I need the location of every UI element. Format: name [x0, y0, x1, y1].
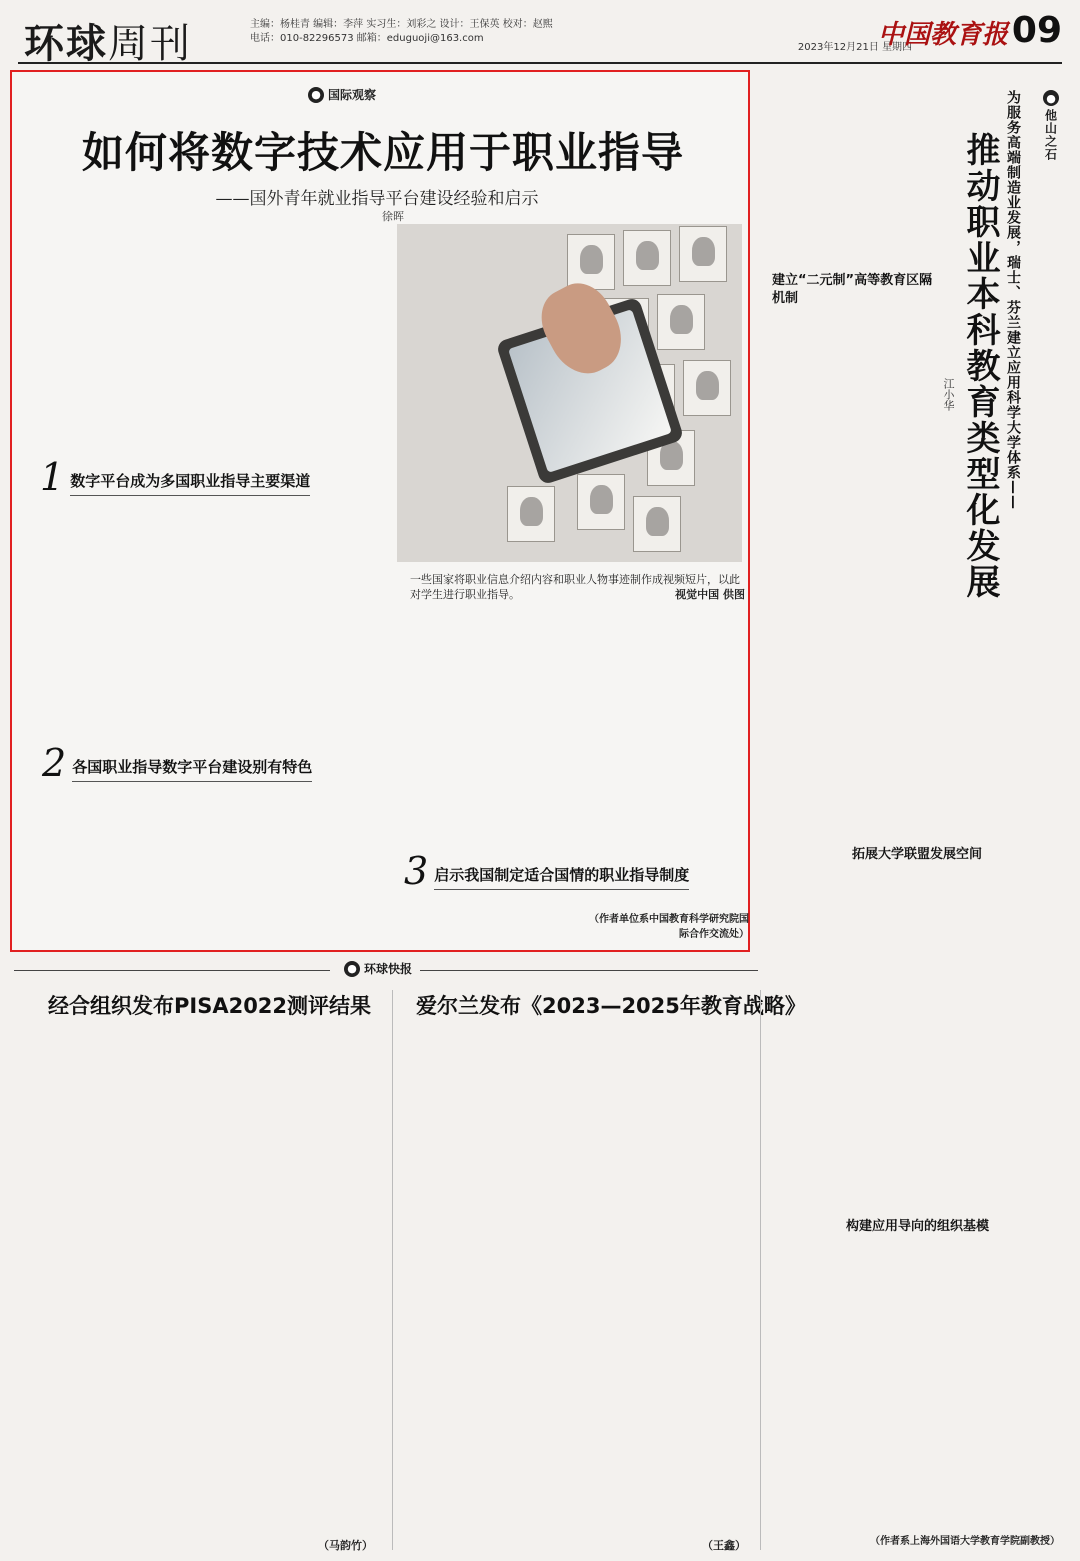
photo-tile: [657, 294, 705, 350]
side-headline: 推动职业本科教育类型化发展: [960, 132, 1000, 600]
credits-line-1: 主编：杨桂青 编辑：李萍 实习生：刘彩之 设计：王保英 校对：赵熙: [250, 19, 553, 30]
column-divider: [760, 990, 761, 1550]
divider: [420, 970, 758, 971]
photo-tile: [683, 360, 731, 416]
masthead: [18, 10, 1062, 67]
side-subhead: 拓展大学联盟发展空间: [852, 847, 983, 862]
section-heading: [404, 849, 690, 893]
brief-title: 经合组织发布PISA2022测评结果: [48, 994, 372, 1018]
section-title-bold: 环球: [24, 21, 108, 67]
photo-credit: 视觉中国 供图: [675, 588, 745, 601]
photo-tile: [633, 496, 681, 552]
section-heading-text: 启示我国制定适合国情的职业指导制度: [434, 864, 689, 890]
section-heading-text: 数字平台成为多国职业指导主要渠道: [70, 470, 310, 496]
photo-tile: [577, 474, 625, 530]
briefs-badge: [344, 960, 412, 977]
section-heading: [40, 455, 311, 499]
section-title-light: 周刊: [108, 21, 192, 67]
photo-tile: [567, 234, 615, 290]
stone-icon: ●: [1043, 90, 1059, 106]
side-author: 江小华: [942, 378, 955, 411]
photo-caption-text: 一些国家将职业信息介绍内容和职业人物事迹制作成视频短片，以此对学生进行职业指导。: [410, 573, 740, 601]
photo-tile: [679, 226, 727, 282]
briefs-badge-label: 环球快报: [364, 962, 413, 976]
credits-line-2: 电话：010-82296573 邮箱：eduguoji@163.com: [250, 33, 484, 44]
side-subhead: 建立“二元制”高等教育区隔机制: [772, 273, 933, 306]
column-divider: [392, 990, 393, 1550]
article-title: 如何将数字技术应用于职业指导: [81, 128, 684, 177]
globe-icon: ●: [344, 961, 360, 977]
newspaper-logo: 中国教育报: [877, 20, 1008, 50]
section-number: 2: [42, 741, 67, 785]
feature-article: [10, 70, 750, 952]
section-number: 1: [40, 455, 65, 499]
side-author-note: （作者系上海外国语大学教育学院副教授）: [870, 1536, 1060, 1547]
section-title: [24, 12, 192, 69]
divider: [14, 970, 330, 971]
article-subtitle: ——国外青年就业指导平台建设经验和启示: [215, 189, 539, 209]
page-number: 09: [1011, 10, 1062, 51]
globe-icon: ●: [308, 87, 324, 103]
author-note: （作者单位系中国教育科学研究院国际合作交流处）: [589, 914, 749, 940]
section-heading: [42, 741, 313, 785]
column-badge-label: 国际观察: [328, 88, 377, 102]
side-kicker: 为服务高端制造业发展，瑞士、芬兰建立应用科学大学体系——: [1005, 90, 1021, 510]
article-byline: 徐晖: [382, 210, 404, 223]
side-subhead: 构建应用导向的组织基模: [846, 1219, 990, 1234]
article-photo: [397, 224, 742, 562]
editorial-credits: [250, 18, 553, 46]
photo-tile: [507, 486, 555, 542]
section-number: 3: [404, 849, 429, 893]
photo-tile: [623, 230, 671, 286]
photo-caption: [410, 572, 745, 602]
brief-signature: （王鑫）: [702, 1539, 746, 1552]
side-column-badge: [1040, 90, 1062, 161]
section-heading-text: 各国职业指导数字平台建设别有特色: [72, 756, 312, 782]
issue-date: 2023年12月21日 星期四: [797, 42, 912, 53]
side-badge-label: 他山之石: [1043, 109, 1058, 161]
brief-signature: （马韵竹）: [318, 1539, 373, 1552]
column-badge: [308, 86, 376, 103]
brief-title: 爱尔兰发布《2023—2025年教育战略》: [416, 994, 806, 1018]
